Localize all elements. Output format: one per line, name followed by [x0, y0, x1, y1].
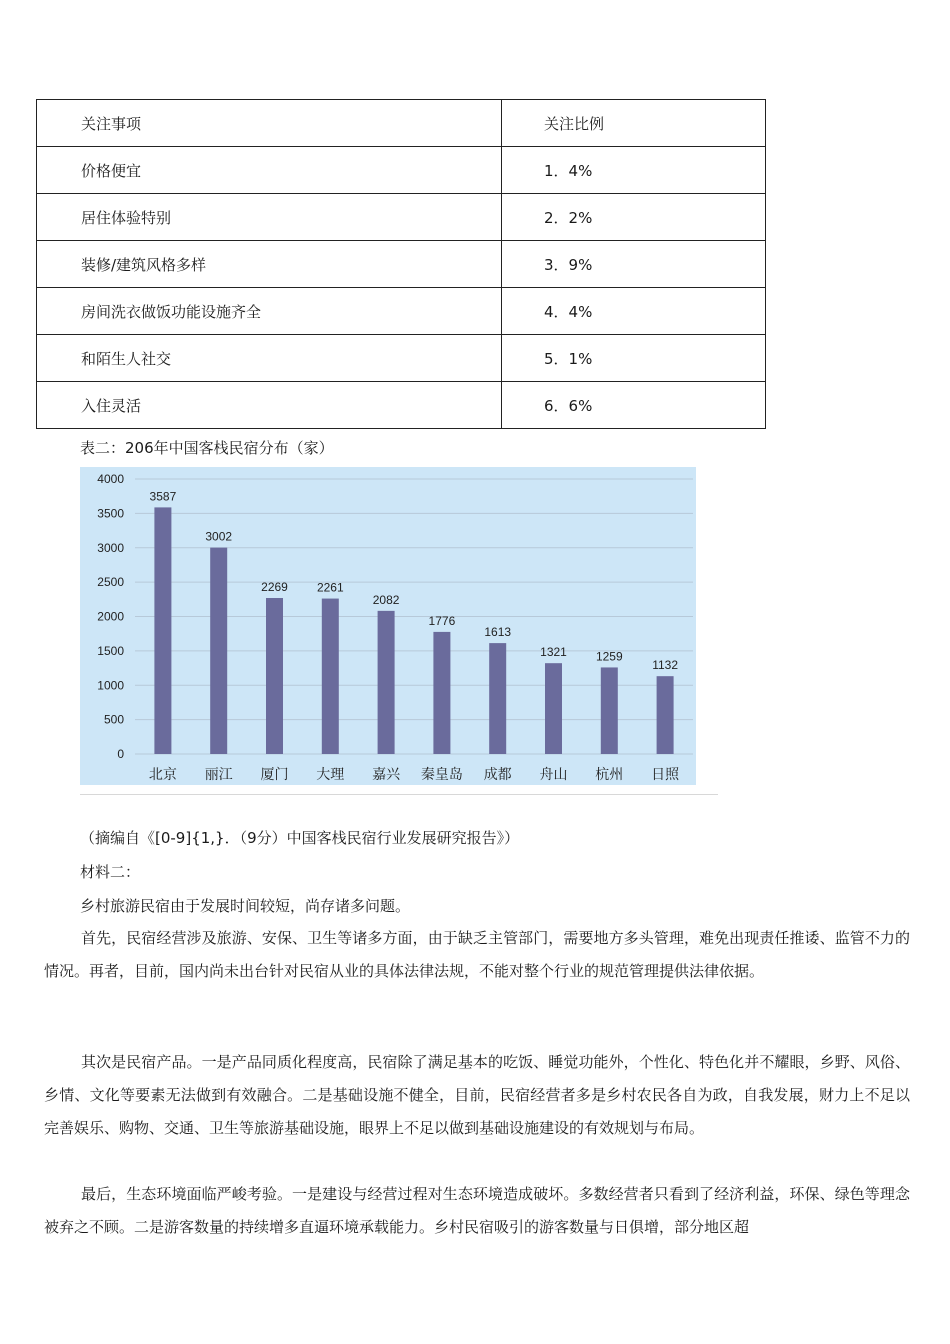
paragraph-intro: 乡村旅游民宿由于发展时间较短，尚存诸多问题。: [80, 897, 411, 915]
y-tick-label: 1000: [97, 678, 124, 693]
cell-item: 入住灵活: [37, 382, 502, 429]
x-tick-label: 日照: [651, 767, 680, 783]
chart-caption: 表二：206年中国客栈民宿分布（家）: [80, 439, 334, 457]
data-label: 1321: [540, 645, 567, 660]
data-label: 2269: [261, 580, 288, 595]
cell-item: 价格便宜: [37, 147, 502, 194]
x-tick-label: 成都: [483, 767, 512, 783]
x-tick-label: 杭州: [595, 767, 624, 783]
cell-ratio: 3．9%: [502, 241, 766, 288]
cell-ratio: 1．4%: [502, 147, 766, 194]
data-label: 1613: [484, 625, 512, 640]
bar-chart: [80, 467, 696, 785]
y-tick-label: 4000: [97, 472, 124, 486]
data-label: 1132: [652, 658, 679, 673]
data-label: 1776: [428, 613, 456, 628]
table-row: [37, 335, 766, 382]
bar: [545, 663, 562, 754]
y-tick-label: 1500: [97, 643, 124, 658]
data-label: 1259: [595, 649, 623, 664]
header-ratio: 关注比例: [502, 100, 766, 147]
x-tick-label: 丽江: [204, 767, 233, 783]
bar: [322, 599, 339, 754]
cell-ratio: 4．4%: [502, 288, 766, 335]
x-tick-label: 嘉兴: [372, 767, 401, 783]
bar: [601, 667, 618, 754]
data-label: 3002: [205, 529, 233, 544]
y-tick-label: 3500: [97, 506, 124, 521]
data-label: 3587: [149, 489, 177, 504]
table-row: [37, 288, 766, 335]
source-note: （摘编自《[0-9]{1,}．（9分）中国客栈民宿行业发展研究报告》）: [80, 829, 520, 847]
cell-ratio: 6．6%: [502, 382, 766, 429]
cell-ratio: 5．1%: [502, 335, 766, 382]
table-row: [37, 241, 766, 288]
y-tick-label: 0: [117, 747, 124, 761]
table-row: [37, 194, 766, 241]
x-tick-label: 厦门: [260, 767, 289, 783]
y-tick-label: 2000: [97, 609, 124, 624]
bar: [433, 632, 450, 754]
bar: [657, 676, 674, 754]
bar: [266, 598, 283, 754]
divider: [80, 794, 718, 795]
y-tick-label: 500: [103, 712, 124, 727]
attention-table: [36, 99, 766, 429]
table-row: [37, 382, 766, 429]
cell-ratio: 2．2%: [502, 194, 766, 241]
header-item: 关注事项: [37, 100, 502, 147]
paragraph-third: 最后，生态环境面临严峻考验。一是建设与经营过程对生态环境造成破坏。多数经营者只看到了经济利益，环保、绿色等理念被弃之不顾。二是游客数量的持续增多直逼环境承载能力。乡村民宿吸引的游客数量与日俱增，部分地区超: [44, 1185, 910, 1236]
cell-item: 和陌生人社交: [37, 335, 502, 382]
table-header-row: [37, 100, 766, 147]
cell-item: 房间洗衣做饭功能设施齐全: [37, 288, 502, 335]
data-label: 2082: [372, 592, 400, 607]
cell-item: 居住体验特别: [37, 194, 502, 241]
y-tick-label: 3000: [97, 540, 124, 555]
paragraph-first: 首先，民宿经营涉及旅游、安保、卫生等诸多方面，由于缺乏主管部门，需要地方多头管理，难免出现责任推诿、监管不力的情况。再者，目前，国内尚未出台针对民宿从业的具体法律法规，不能对整个行业的规范管理提供法律依据。: [44, 929, 910, 980]
data-label: 2261: [316, 580, 344, 595]
bar: [378, 611, 395, 754]
x-tick-label: 大理: [316, 767, 345, 783]
material-label: 材料二：: [80, 863, 141, 881]
x-tick-label: 舟山: [539, 767, 568, 783]
cell-item: 装修/建筑风格多样: [37, 241, 502, 288]
paragraph-second: 其次是民宿产品。一是产品同质化程度高，民宿除了满足基本的吃饭、睡觉功能外，个性化、特色化并不耀眼，乡野、风俗、乡情、文化等要素无法做到有效融合。二是基础设施不健全，目前，民宿经营者多是乡村农民各自为政，自我发展，财力上不足以完善娱乐、购物、交通、卫生等旅游基础设施，眼界上不足以做到基础设施建设的有效规划与布局。: [44, 1053, 910, 1137]
bar: [210, 548, 227, 754]
table-row: [37, 147, 766, 194]
bar: [154, 507, 171, 754]
bar: [489, 643, 506, 754]
y-tick-label: 2500: [97, 575, 124, 590]
x-tick-label: 秦皇岛: [420, 767, 463, 783]
x-tick-label: 北京: [148, 767, 177, 783]
